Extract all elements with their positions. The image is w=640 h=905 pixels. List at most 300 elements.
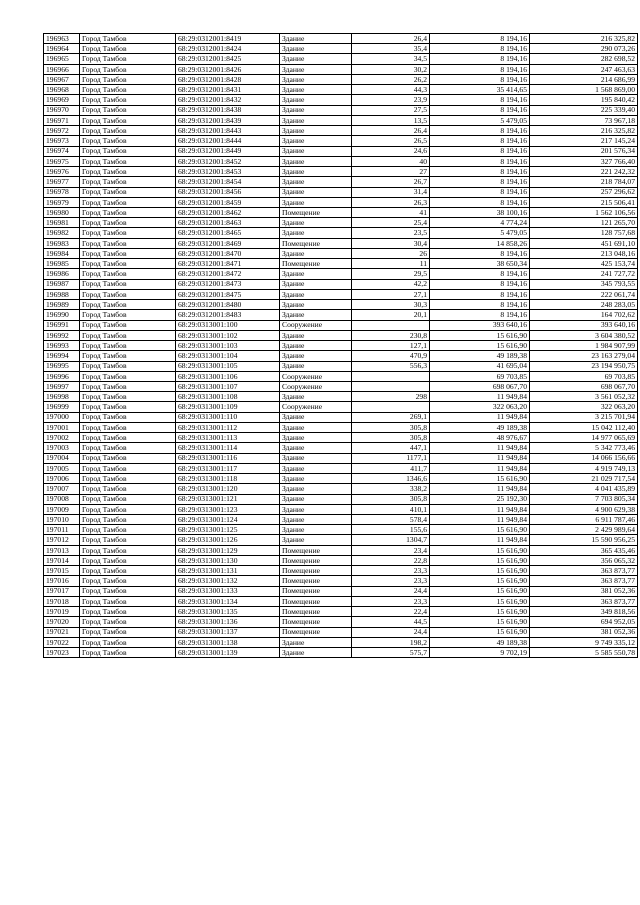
locality-cell: Город Тамбов [80,197,176,207]
unit-value-cell: 11 949,84 [430,463,530,473]
row-number-cell: 196998 [44,392,80,402]
area-cell: 11 [352,259,430,269]
object-type-cell: Здание [280,648,352,658]
cadastral-number-cell: 68:29:0312001:8459 [176,197,280,207]
locality-cell: Город Тамбов [80,381,176,391]
area-cell [352,402,430,412]
cadastral-value-cell: 451 691,10 [530,238,638,248]
locality-cell: Город Тамбов [80,484,176,494]
locality-cell: Город Тамбов [80,177,176,187]
object-type-cell: Здание [280,177,352,187]
object-type-cell: Здание [280,361,352,371]
cadastral-value-cell: 73 967,18 [530,115,638,125]
unit-value-cell: 38 100,16 [430,207,530,217]
unit-value-cell: 38 650,34 [430,259,530,269]
cadastral-value-cell: 4 900 629,38 [530,504,638,514]
area-cell: 26,5 [352,136,430,146]
object-type-cell: Сооружение [280,381,352,391]
cadastral-number-cell: 68:29:0312001:8425 [176,54,280,64]
cadastral-value-cell: 69 703,85 [530,371,638,381]
row-number-cell: 197010 [44,515,80,525]
locality-cell: Город Тамбов [80,105,176,115]
row-number-cell: 197003 [44,443,80,453]
cadastral-number-cell: 68:29:0312001:8428 [176,74,280,84]
table-body [44,34,638,658]
cadastral-number-cell: 68:29:0313001:120 [176,484,280,494]
unit-value-cell: 8 194,16 [430,279,530,289]
unit-value-cell: 8 194,16 [430,248,530,258]
unit-value-cell: 15 616,90 [430,607,530,617]
unit-value-cell: 11 949,84 [430,453,530,463]
locality-cell: Город Тамбов [80,627,176,637]
row-number-cell: 196982 [44,228,80,238]
table-row [44,566,638,576]
area-cell: 30,2 [352,64,430,74]
row-number-cell: 196975 [44,156,80,166]
table-row [44,648,638,658]
area-cell: 41 [352,207,430,217]
row-number-cell: 196992 [44,330,80,340]
cadastral-value-cell: 4 041 435,89 [530,484,638,494]
unit-value-cell: 8 194,16 [430,269,530,279]
unit-value-cell: 8 194,16 [430,289,530,299]
locality-cell: Город Тамбов [80,402,176,412]
cadastral-number-cell: 68:29:0313001:112 [176,422,280,432]
row-number-cell: 197017 [44,586,80,596]
area-cell: 338,2 [352,484,430,494]
object-type-cell: Здание [280,85,352,95]
cadastral-number-cell: 68:29:0312001:8432 [176,95,280,105]
row-number-cell: 196967 [44,74,80,84]
cadastral-value-cell: 7 703 805,34 [530,494,638,504]
object-type-cell: Помещение [280,545,352,555]
area-cell: 27,5 [352,105,430,115]
unit-value-cell: 49 189,38 [430,637,530,647]
cadastral-number-cell: 68:29:0312001:8483 [176,310,280,320]
area-cell: 26 [352,248,430,258]
locality-cell: Город Тамбов [80,156,176,166]
cadastral-number-cell: 68:29:0313001:109 [176,402,280,412]
area-cell: 305,8 [352,494,430,504]
row-number-cell: 197006 [44,474,80,484]
cadastral-number-cell: 68:29:0313001:125 [176,525,280,535]
locality-cell: Город Тамбов [80,351,176,361]
area-cell: 305,8 [352,433,430,443]
unit-value-cell: 5 479,05 [430,228,530,238]
cadastral-number-cell: 68:29:0313001:131 [176,566,280,576]
locality-cell: Город Тамбов [80,207,176,217]
unit-value-cell: 15 616,90 [430,330,530,340]
object-type-cell: Здание [280,453,352,463]
table-row [44,627,638,637]
cadastral-value-cell: 1 984 907,99 [530,341,638,351]
locality-cell: Город Тамбов [80,474,176,484]
cadastral-number-cell: 68:29:0313001:116 [176,453,280,463]
locality-cell: Город Тамбов [80,167,176,177]
cadastral-value-cell: 2 429 989,64 [530,525,638,535]
unit-value-cell: 9 702,19 [430,648,530,658]
area-cell: 25,4 [352,218,430,228]
table-row [44,617,638,627]
cadastral-value-cell: 216 325,82 [530,126,638,136]
table-row [44,320,638,330]
table-row [44,74,638,84]
cadastral-value-cell: 195 840,42 [530,95,638,105]
object-type-cell: Помещение [280,586,352,596]
object-type-cell: Здание [280,422,352,432]
area-cell: 35,4 [352,44,430,54]
area-cell: 26,3 [352,197,430,207]
area-cell: 23,3 [352,596,430,606]
unit-value-cell: 15 616,90 [430,617,530,627]
locality-cell: Город Тамбов [80,64,176,74]
cadastral-value-cell: 257 296,62 [530,187,638,197]
area-cell: 411,7 [352,463,430,473]
cadastral-number-cell: 68:29:0312001:8449 [176,146,280,156]
cadastral-value-cell: 3 215 701,94 [530,412,638,422]
cadastral-number-cell: 68:29:0312001:8419 [176,34,280,44]
locality-cell: Город Тамбов [80,617,176,627]
table-row [44,341,638,351]
locality-cell: Город Тамбов [80,607,176,617]
locality-cell: Город Тамбов [80,392,176,402]
table-row [44,95,638,105]
cadastral-number-cell: 68:29:0312001:8426 [176,64,280,74]
table-row [44,177,638,187]
object-type-cell: Здание [280,412,352,422]
row-number-cell: 197009 [44,504,80,514]
table-row [44,463,638,473]
area-cell: 298 [352,392,430,402]
locality-cell: Город Тамбов [80,586,176,596]
locality-cell: Город Тамбов [80,433,176,443]
row-number-cell: 196987 [44,279,80,289]
object-type-cell: Здание [280,269,352,279]
area-cell: 447,1 [352,443,430,453]
unit-value-cell: 8 194,16 [430,74,530,84]
area-cell: 23,3 [352,576,430,586]
cadastral-number-cell: 68:29:0312001:8453 [176,167,280,177]
area-cell: 1177,1 [352,453,430,463]
area-cell: 22,4 [352,607,430,617]
object-type-cell: Здание [280,351,352,361]
unit-value-cell: 11 949,84 [430,504,530,514]
row-number-cell: 197013 [44,545,80,555]
cadastral-value-cell: 381 052,36 [530,586,638,596]
object-type-cell: Здание [280,197,352,207]
unit-value-cell: 8 194,16 [430,126,530,136]
area-cell: 22,8 [352,555,430,565]
row-number-cell: 197020 [44,617,80,627]
cadastral-value-cell: 15 042 112,40 [530,422,638,432]
locality-cell: Город Тамбов [80,637,176,647]
cadastral-value-cell: 3 604 380,52 [530,330,638,340]
area-cell: 556,3 [352,361,430,371]
row-number-cell: 196983 [44,238,80,248]
table-row [44,126,638,136]
table-row [44,269,638,279]
table-row [44,85,638,95]
object-type-cell: Здание [280,310,352,320]
unit-value-cell: 8 194,16 [430,177,530,187]
table-row [44,381,638,391]
locality-cell: Город Тамбов [80,330,176,340]
table-row [44,515,638,525]
area-cell [352,371,430,381]
cadastral-number-cell: 68:29:0312001:8469 [176,238,280,248]
object-type-cell: Здание [280,156,352,166]
unit-value-cell: 49 189,38 [430,351,530,361]
cadastral-value-cell: 381 052,36 [530,627,638,637]
cadastral-number-cell: 68:29:0312001:8424 [176,44,280,54]
object-type-cell: Помещение [280,566,352,576]
unit-value-cell: 15 616,90 [430,576,530,586]
cadastral-value-cell: 221 242,32 [530,167,638,177]
cadastral-number-cell: 68:29:0312001:8470 [176,248,280,258]
row-number-cell: 197011 [44,525,80,535]
cadastral-value-cell: 425 153,74 [530,259,638,269]
object-type-cell: Здание [280,146,352,156]
object-type-cell: Помещение [280,617,352,627]
table-row [44,576,638,586]
locality-cell: Город Тамбов [80,525,176,535]
table-row [44,392,638,402]
cadastral-value-cell: 14 066 156,66 [530,453,638,463]
cadastral-number-cell: 68:29:0313001:129 [176,545,280,555]
area-cell: 13,5 [352,115,430,125]
unit-value-cell: 5 479,05 [430,115,530,125]
object-type-cell: Здание [280,300,352,310]
cadastral-number-cell: 68:29:0313001:123 [176,504,280,514]
table-row [44,238,638,248]
locality-cell: Город Тамбов [80,310,176,320]
cadastral-number-cell: 68:29:0313001:139 [176,648,280,658]
cadastral-number-cell: 68:29:0313001:107 [176,381,280,391]
locality-cell: Город Тамбов [80,95,176,105]
unit-value-cell: 8 194,16 [430,197,530,207]
cadastral-number-cell: 68:29:0312001:8439 [176,115,280,125]
cadastral-number-cell: 68:29:0313001:102 [176,330,280,340]
area-cell: 44,3 [352,85,430,95]
cadastral-value-cell: 23 163 279,04 [530,351,638,361]
row-number-cell: 197005 [44,463,80,473]
object-type-cell: Здание [280,279,352,289]
table-row [44,361,638,371]
row-number-cell: 196984 [44,248,80,258]
object-type-cell: Помещение [280,627,352,637]
area-cell: 42,2 [352,279,430,289]
locality-cell: Город Тамбов [80,535,176,545]
row-number-cell: 196981 [44,218,80,228]
unit-value-cell: 15 616,90 [430,525,530,535]
cadastral-number-cell: 68:29:0313001:104 [176,351,280,361]
area-cell: 26,7 [352,177,430,187]
cadastral-number-cell: 68:29:0313001:135 [176,607,280,617]
cadastral-value-cell: 216 325,82 [530,34,638,44]
table-row [44,596,638,606]
cadastral-number-cell: 68:29:0312001:8454 [176,177,280,187]
unit-value-cell: 8 194,16 [430,44,530,54]
locality-cell: Город Тамбов [80,259,176,269]
row-number-cell: 196999 [44,402,80,412]
table-row [44,525,638,535]
row-number-cell: 197000 [44,412,80,422]
unit-value-cell: 15 616,90 [430,474,530,484]
locality-cell: Город Тамбов [80,596,176,606]
unit-value-cell: 8 194,16 [430,54,530,64]
area-cell: 305,8 [352,422,430,432]
cadastral-value-cell: 5 342 773,46 [530,443,638,453]
row-number-cell: 196986 [44,269,80,279]
unit-value-cell: 15 616,90 [430,586,530,596]
row-number-cell: 197012 [44,535,80,545]
locality-cell: Город Тамбов [80,453,176,463]
cadastral-number-cell: 68:29:0312001:8443 [176,126,280,136]
cadastral-number-cell: 68:29:0313001:113 [176,433,280,443]
cadastral-number-cell: 68:29:0312001:8471 [176,259,280,269]
table-row [44,207,638,217]
table-row [44,167,638,177]
row-number-cell: 197008 [44,494,80,504]
table-row [44,105,638,115]
object-type-cell: Здание [280,136,352,146]
row-number-cell: 196968 [44,85,80,95]
table-row [44,453,638,463]
cadastral-value-cell: 214 686,99 [530,74,638,84]
unit-value-cell: 8 194,16 [430,34,530,44]
unit-value-cell: 8 194,16 [430,146,530,156]
object-type-cell: Здание [280,535,352,545]
unit-value-cell: 8 194,16 [430,187,530,197]
cadastral-number-cell: 68:29:0313001:100 [176,320,280,330]
object-type-cell: Сооружение [280,402,352,412]
object-type-cell: Здание [280,463,352,473]
cadastral-number-cell: 68:29:0312001:8465 [176,228,280,238]
locality-cell: Город Тамбов [80,126,176,136]
locality-cell: Город Тамбов [80,422,176,432]
cadastral-value-cell: 282 698,52 [530,54,638,64]
area-cell: 34,5 [352,54,430,64]
area-cell: 27,1 [352,289,430,299]
area-cell: 31,4 [352,187,430,197]
row-number-cell: 197001 [44,422,80,432]
unit-value-cell: 8 194,16 [430,105,530,115]
cadastral-value-cell: 15 590 956,25 [530,535,638,545]
cadastral-value-cell: 201 576,34 [530,146,638,156]
cadastral-number-cell: 68:29:0313001:126 [176,535,280,545]
area-cell: 230,8 [352,330,430,340]
row-number-cell: 196971 [44,115,80,125]
locality-cell: Город Тамбов [80,494,176,504]
locality-cell: Город Тамбов [80,44,176,54]
cadastral-number-cell: 68:29:0313001:130 [176,555,280,565]
area-cell: 40 [352,156,430,166]
locality-cell: Город Тамбов [80,289,176,299]
row-number-cell: 197023 [44,648,80,658]
unit-value-cell: 15 616,90 [430,341,530,351]
unit-value-cell: 11 949,84 [430,392,530,402]
row-number-cell: 196994 [44,351,80,361]
row-number-cell: 196989 [44,300,80,310]
table-row [44,422,638,432]
table-row [44,555,638,565]
object-type-cell: Здание [280,525,352,535]
row-number-cell: 197004 [44,453,80,463]
row-number-cell: 196977 [44,177,80,187]
area-cell: 470,9 [352,351,430,361]
object-type-cell: Здание [280,494,352,504]
object-type-cell: Здание [280,95,352,105]
object-type-cell: Помещение [280,555,352,565]
table-row [44,433,638,443]
cadastral-value-cell: 363 873,77 [530,596,638,606]
row-number-cell: 197014 [44,555,80,565]
unit-value-cell: 8 194,16 [430,136,530,146]
table-row [44,535,638,545]
object-type-cell: Сооружение [280,371,352,381]
cadastral-number-cell: 68:29:0313001:137 [176,627,280,637]
area-cell [352,320,430,330]
row-number-cell: 196976 [44,167,80,177]
area-cell: 1346,6 [352,474,430,484]
table-row [44,34,638,44]
object-type-cell: Здание [280,392,352,402]
area-cell: 575,7 [352,648,430,658]
cadastral-value-cell: 21 029 717,54 [530,474,638,484]
cadastral-value-cell: 128 757,68 [530,228,638,238]
unit-value-cell: 41 695,04 [430,361,530,371]
object-type-cell: Здание [280,515,352,525]
object-type-cell: Здание [280,74,352,84]
area-cell: 23,4 [352,545,430,555]
row-number-cell: 197016 [44,576,80,586]
object-type-cell: Помещение [280,607,352,617]
cadastral-number-cell: 68:29:0313001:114 [176,443,280,453]
cadastral-value-cell: 363 873,77 [530,566,638,576]
cadastral-value-cell: 322 063,20 [530,402,638,412]
locality-cell: Город Тамбов [80,361,176,371]
locality-cell: Город Тамбов [80,300,176,310]
object-type-cell: Помещение [280,238,352,248]
object-type-cell: Помещение [280,596,352,606]
cadastral-value-cell: 5 585 550,78 [530,648,638,658]
unit-value-cell: 11 949,84 [430,515,530,525]
unit-value-cell: 11 949,84 [430,484,530,494]
area-cell: 26,4 [352,34,430,44]
cadastral-number-cell: 68:29:0313001:118 [176,474,280,484]
cadastral-value-cell: 3 561 052,32 [530,392,638,402]
unit-value-cell: 15 616,90 [430,596,530,606]
row-number-cell: 197021 [44,627,80,637]
cadastral-value-cell: 356 065,32 [530,555,638,565]
area-cell: 27 [352,167,430,177]
row-number-cell: 197018 [44,596,80,606]
table-row [44,156,638,166]
locality-cell: Город Тамбов [80,136,176,146]
cadastral-number-cell: 68:29:0312001:8438 [176,105,280,115]
cadastral-number-cell: 68:29:0312001:8473 [176,279,280,289]
cadastral-number-cell: 68:29:0313001:138 [176,637,280,647]
object-type-cell: Здание [280,443,352,453]
table-row [44,146,638,156]
cadastral-value-cell: 23 194 950,75 [530,361,638,371]
unit-value-cell: 14 858,26 [430,238,530,248]
area-cell: 269,1 [352,412,430,422]
locality-cell: Город Тамбов [80,74,176,84]
row-number-cell: 197007 [44,484,80,494]
locality-cell: Город Тамбов [80,146,176,156]
cadastral-number-cell: 68:29:0312001:8472 [176,269,280,279]
